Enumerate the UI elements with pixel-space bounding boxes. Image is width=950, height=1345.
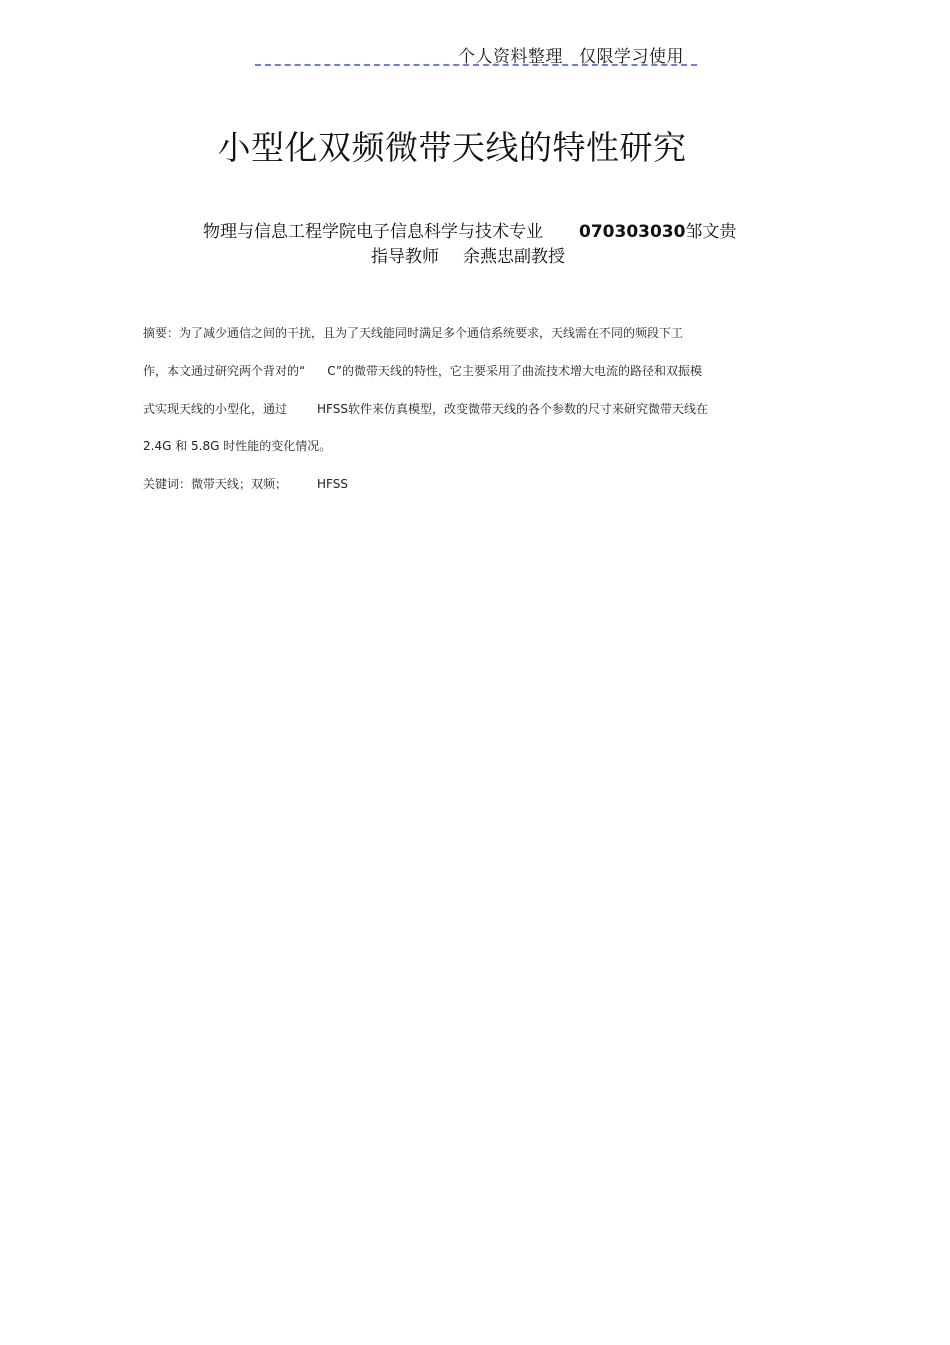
abstract-line-4: 2.4G 和 5.8G 时性能的变化情况。 — [143, 439, 332, 453]
advisor-line — [371, 242, 565, 267]
author-line — [203, 217, 736, 242]
author-affiliation: 物理与信息工程学院电子信息科学与技术专业 — [203, 222, 543, 242]
abstract-line-3a: 式实现天线的小型化，通过 — [143, 402, 288, 416]
page-title: 小型化双频微带天线的特性研究 — [217, 128, 687, 167]
advisor-name: 余燕忠副教授 — [463, 247, 565, 267]
keywords-label-terms: 关键词：微带天线；双频； — [143, 477, 288, 491]
abstract-line-2 — [143, 362, 768, 379]
abstract-line-2a: 作，本文通过研究两个背对的“ — [143, 364, 306, 378]
abstract-line-3b: HFSS软件来仿真模型，改变微带天线的各个参数的尺寸来研究微带天线在 — [317, 402, 708, 416]
abstract-line-3 — [143, 400, 768, 417]
abstract-line-1: 摘要：为了减少通信之间的干扰，且为了天线能同时满足多个通信系统要求，天线需在不同的频段下工 — [143, 326, 684, 340]
header-note-part1: 个人资料整理 — [458, 47, 563, 67]
keywords-term-hfss: HFSS — [317, 477, 348, 491]
header-dashed-rule — [255, 64, 697, 66]
header-note-part2: 仅限学习使用 — [579, 47, 684, 67]
abstract-line-2b: C”的微带天线的特性，它主要采用了曲流技术增大电流的路径和双振模 — [327, 364, 703, 378]
advisor-label: 指导教师 — [371, 247, 439, 267]
author-name: 邹文贵 — [685, 222, 737, 242]
student-id: 070303030 — [579, 222, 686, 242]
keywords-line — [143, 475, 768, 492]
